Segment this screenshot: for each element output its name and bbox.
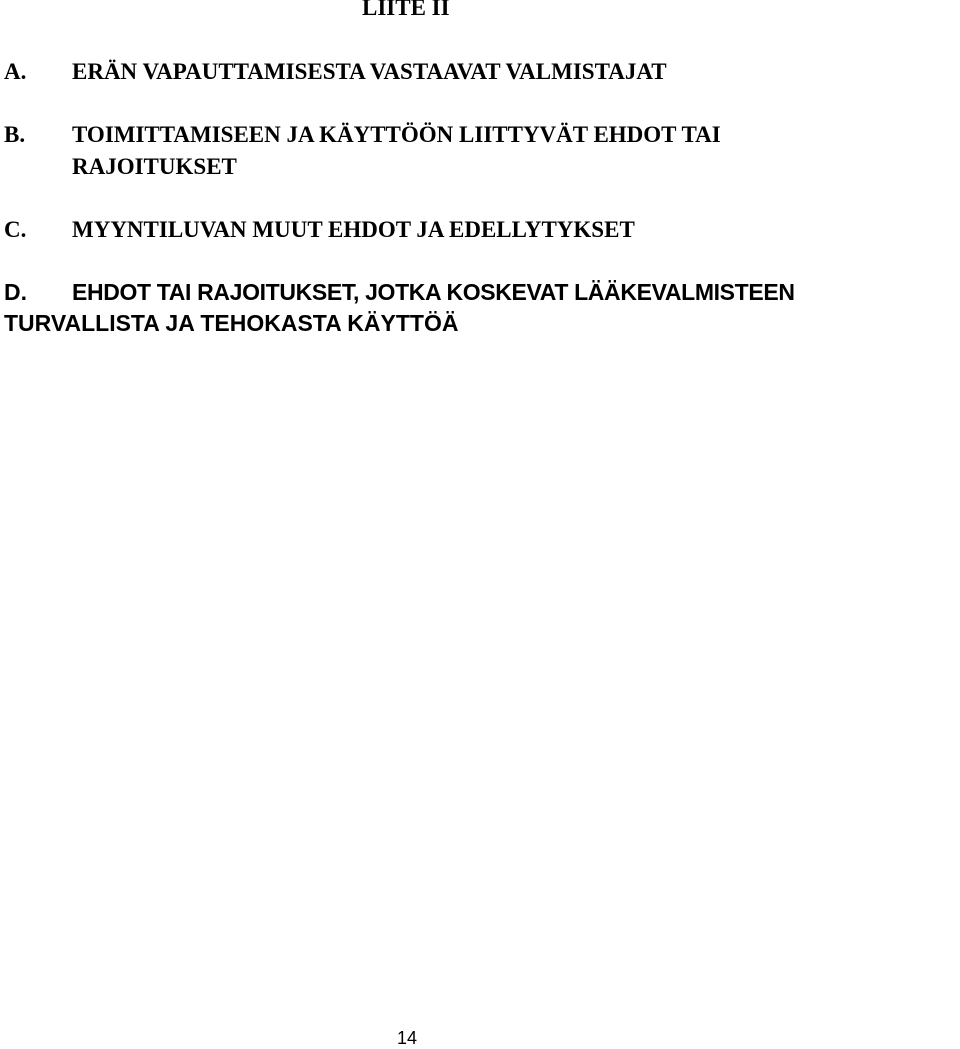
section-b-heading-line-1: TOIMITTAMISEEN JA KÄYTTÖÖN LIITTYVÄT EHDOT TAI xyxy=(72,122,721,147)
section-a-heading: ERÄN VAPAUTTAMISESTA VASTAAVAT VALMISTAJAT xyxy=(72,59,667,84)
page-number: 14 xyxy=(397,1028,418,1048)
section-d xyxy=(0,277,960,339)
section-b-heading-line-2: RAJOITUKSET xyxy=(72,154,237,179)
section-a xyxy=(0,57,960,87)
section-d-heading-line-2: TURVALLISTA JA TEHOKASTA KÄYTTÖÄ xyxy=(4,310,459,336)
section-c-heading: MYYNTILUVAN MUUT EHDOT JA EDELLYTYKSET xyxy=(72,217,635,242)
section-letter-b: B. xyxy=(4,122,26,147)
section-d-heading-line-1: EHDOT TAI RAJOITUKSET, JOTKA KOSKEVAT LÄÄKEVALMISTEEN xyxy=(72,279,795,305)
section-letter-d: D. xyxy=(4,279,27,305)
section-c xyxy=(0,215,960,245)
section-letter-c: C. xyxy=(4,217,27,242)
annex-title: LIITE II xyxy=(362,0,450,20)
section-b xyxy=(0,119,960,183)
section-letter-a: A. xyxy=(4,59,27,84)
